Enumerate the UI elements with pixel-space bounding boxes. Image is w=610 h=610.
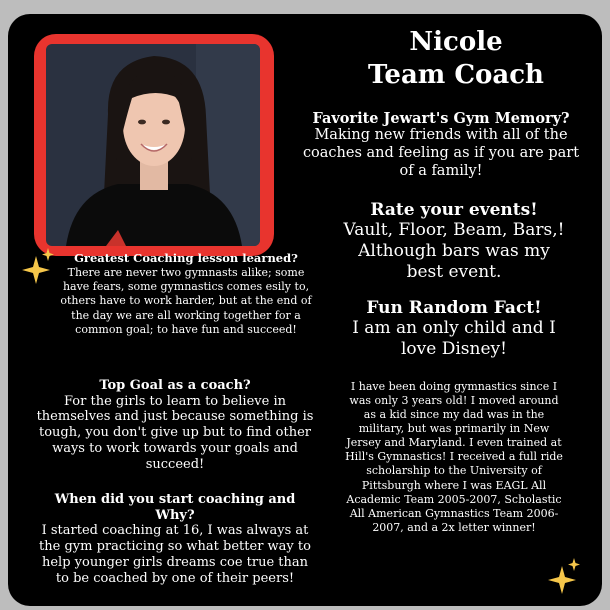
lesson-heading: Greatest Coaching lesson learned? [74, 251, 298, 265]
coach-role: Team Coach [368, 59, 544, 90]
events-section [338, 200, 570, 283]
memory-heading: Favorite Jewart's Gym Memory? [312, 110, 570, 127]
fact-heading: Fun Random Fact! [366, 298, 542, 318]
bio-body: I have been doing gymnastics since I was only 3 years old! I moved around as a kid since my dad was in the military, but was primarily in New Jersey and Maryland. I even trained at Hill's Gymnastics! I received a full ride scholarship to the University of Pittsburgh where I was EAGL All Academic Team 2005-2007, Scholastic All American Gymnastics Team 2006-2007, and a 2x letter winner! [345, 380, 563, 534]
coach-profile-card [8, 14, 602, 606]
fact-section [338, 298, 570, 360]
sparkles-icon [548, 558, 582, 598]
coach-portrait-image [46, 44, 260, 246]
photo-frame [34, 34, 274, 256]
lesson-section [58, 252, 314, 337]
fact-body: I am an only child and I love Disney! [352, 318, 556, 360]
sparkles-icon [22, 248, 56, 288]
start-heading: When did you start coaching and Why? [54, 492, 296, 523]
start-section [34, 492, 316, 587]
coach-photo [46, 44, 260, 246]
goal-section [34, 378, 316, 473]
goal-body: For the girls to learn to believe in themselves and just because something is tough, you don't give up but to find other ways to work towards your goals and succeed! [36, 393, 314, 473]
events-body: Vault, Floor, Beam, Bars,! Although bars was my best event. [343, 220, 565, 282]
events-heading: Rate your events! [370, 200, 538, 220]
coach-name-title [338, 26, 574, 91]
lesson-body: There are never two gymnasts alike; some have fears, some gymnastics comes esily to, others have to work harder, but at the end of the day we are all working together for a common goal; to have fun and succeed! [60, 265, 312, 336]
coach-name: Nicole [409, 27, 503, 57]
goal-heading: Top Goal as a coach? [99, 378, 251, 393]
memory-section [296, 110, 586, 180]
memory-body: Making new friends with all of the coaches and feeling as if you are part of a family! [302, 127, 580, 179]
bio-section [343, 380, 565, 535]
start-body: I started coaching at 16, I was always at the gym practicing so what better way to help younger girls dreams coe true than to be coached by one of their peers! [39, 523, 311, 586]
